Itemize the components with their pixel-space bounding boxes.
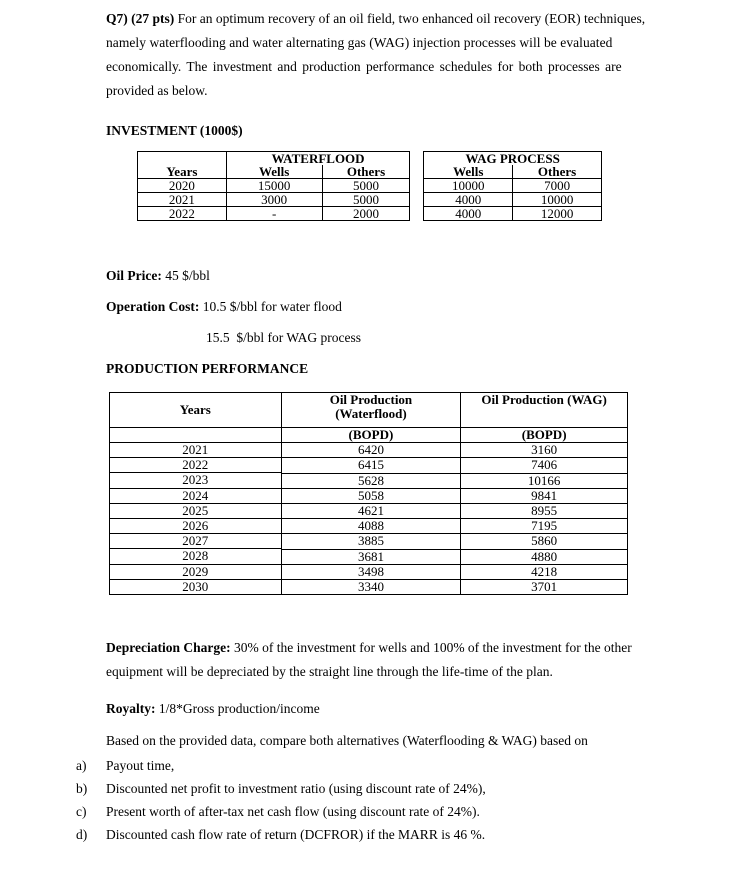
- waterflood-cell: 4088: [282, 518, 461, 533]
- col-wag-unit: (BOPD): [461, 427, 627, 442]
- waterflood-cell: 6420: [282, 442, 461, 457]
- production-heading: PRODUCTION PERFORMANCE: [106, 361, 309, 376]
- oil-price: Oil Price: 45 $/bbl: [106, 268, 210, 283]
- waterflood-group-header: WATERFLOOD: [271, 151, 365, 166]
- royalty: Royalty: 1/8*Gross production/income: [106, 701, 320, 716]
- wag-cell: 10166: [461, 473, 627, 488]
- waterflood-cell: 3340: [282, 579, 461, 594]
- col-wf-others: Others: [346, 164, 386, 179]
- wag-cell: 3701: [461, 579, 627, 594]
- depreciation-line-1: Depreciation Charge: 30% of the investment for wells and 100% of the investment for the other: [106, 640, 632, 655]
- operation-cost-waterflood: Operation Cost: 10.5 $/bbl for water flood: [106, 299, 342, 314]
- waterflood-cell: 3498: [282, 564, 461, 579]
- col-waterflood-unit: (BOPD): [282, 427, 461, 442]
- investment-heading: INVESTMENT (1000$): [106, 123, 243, 138]
- question-label: Q7) (27 pts): [106, 11, 175, 26]
- year-cell: 2024: [110, 488, 281, 503]
- question-intro-line-4: provided as below.: [106, 83, 208, 98]
- question-intro-line-1: Q7) (27 pts) For an optimum recovery of an oil field, two enhanced oil recovery (EOR) techniques,: [106, 11, 646, 26]
- year-cell: 2029: [110, 564, 281, 579]
- year-cell: 2030: [110, 579, 281, 594]
- wag-cell: 3160: [461, 442, 627, 457]
- waterflood-cell: 5058: [282, 488, 461, 503]
- year-cell: 2026: [110, 518, 281, 533]
- question-list: [76, 758, 486, 850]
- operation-cost-wag: 15.5 $/bbl for WAG process: [206, 330, 361, 345]
- list-item: a) Payout time,: [76, 758, 175, 773]
- question-intro-line-2: namely waterflooding and water alternating gas (WAG) injection processes will be evaluated: [106, 35, 613, 50]
- waterflood-cell: 3681: [282, 549, 461, 564]
- wag-cell: 5860: [461, 533, 627, 548]
- wag-cell: 7195: [461, 518, 627, 533]
- list-item: b) Discounted net profit to investment ratio (using discount rate of 24%),: [76, 781, 486, 796]
- production-header-row: [110, 393, 628, 428]
- col-wag-wells: Wells: [453, 164, 484, 179]
- year-cell: 2021: [110, 442, 281, 457]
- list-item: d) Discounted cash flow rate of return (DCFROR) if the MARR is 46 %.: [76, 827, 486, 842]
- year-cell: 2023: [110, 472, 281, 487]
- wag-cell: 8955: [461, 503, 627, 518]
- year-cell: 2022: [110, 457, 281, 472]
- wag-group-header: WAG PROCESS: [465, 151, 560, 166]
- investment-table: [137, 151, 602, 221]
- production-table: [109, 392, 628, 595]
- compare-instruction: Based on the provided data, compare both alternatives (Waterflooding & WAG) based on: [106, 733, 588, 748]
- year-cell: 2027: [110, 533, 281, 548]
- question-intro-line-3: economically. The investment and production performance schedules for both processes are: [106, 59, 622, 74]
- table-row: 2022 - 2000 4000 12000: [138, 207, 602, 221]
- col-wag: Oil Production (WAG): [481, 392, 607, 407]
- col-waterflood-line1: Oil Production: [329, 392, 413, 407]
- waterflood-cell: 4621: [282, 503, 461, 518]
- table-row: 2021 3000 5000 4000 10000: [138, 193, 602, 207]
- wag-cell: 4218: [461, 564, 627, 579]
- col-years: Years: [179, 401, 211, 417]
- col-years: Years: [166, 164, 198, 179]
- waterflood-cell: 6415: [282, 457, 461, 472]
- wag-cell: 9841: [461, 488, 627, 503]
- investment-group-header-row: [138, 152, 602, 166]
- wag-cell: 4880: [461, 549, 627, 564]
- list-item: c) Present worth of after-tax net cash flow (using discount rate of 24%).: [76, 804, 480, 819]
- table-row: 2020 15000 5000 10000 7000: [138, 179, 602, 193]
- col-waterflood-line2: (Waterflood): [335, 406, 407, 422]
- investment-col-header-row: [138, 165, 602, 179]
- production-data-block: [110, 427, 628, 595]
- waterflood-cell: 3885: [282, 533, 461, 548]
- depreciation-line-2: equipment will be depreciated by the straight line through the life-time of the plan.: [106, 664, 553, 679]
- year-cell: 2025: [110, 503, 281, 518]
- wag-cell: 7406: [461, 457, 627, 472]
- col-wf-wells: Wells: [259, 164, 290, 179]
- year-cell: 2028: [110, 548, 281, 563]
- waterflood-cell: 5628: [282, 473, 461, 488]
- col-wag-others: Others: [537, 164, 577, 179]
